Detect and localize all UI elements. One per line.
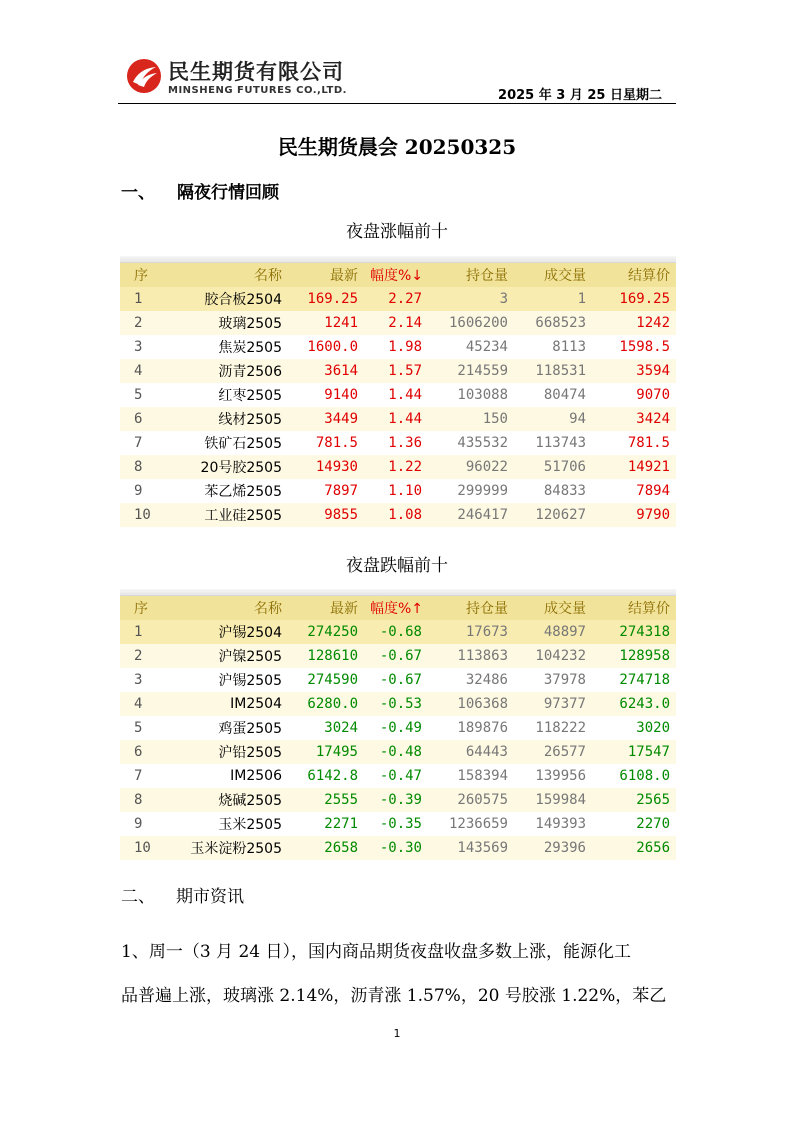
change-percent: 1.08 [388,507,422,523]
open-interest: 260575 [457,792,508,808]
column-header[interactable]: 成交量 [544,601,586,617]
change-percent: 1.44 [388,411,422,427]
open-interest: 214559 [457,363,508,379]
volume: 104232 [535,648,586,664]
contract-name: 烧碱2505 [218,793,282,809]
column-header[interactable]: 名称 [254,268,282,284]
settlement-price: 2270 [636,816,670,832]
open-interest: 189876 [457,720,508,736]
gainers-table [120,256,676,527]
table-row[interactable] [120,383,676,407]
change-percent: -0.35 [379,816,422,832]
settlement-price: 9790 [636,507,670,523]
table-row[interactable] [120,455,676,479]
contract-name: 红枣2505 [218,388,282,404]
latest-price: 9855 [324,507,358,523]
section-number: 一、 [121,183,155,203]
volume: 139956 [535,768,586,784]
settlement-price: 6108.0 [619,768,670,784]
settlement-price: 17547 [627,744,670,760]
column-header[interactable]: 序 [134,601,148,617]
settlement-price: 1598.5 [619,339,670,355]
column-header[interactable]: 幅度%↓ [370,268,424,284]
table-row[interactable] [120,620,676,644]
contract-name: 沪镍2505 [218,649,282,665]
change-percent: -0.47 [379,768,422,784]
change-percent: -0.39 [379,792,422,808]
section-title: 期市资讯 [176,887,244,907]
latest-price: 7897 [324,483,358,499]
settlement-price: 128958 [619,648,670,664]
row-index: 9 [134,483,143,499]
contract-name: 玻璃2505 [218,316,282,332]
latest-price: 14930 [315,459,358,475]
settlement-price: 9070 [636,387,670,403]
open-interest: 246417 [457,507,508,523]
change-percent: 1.10 [388,483,422,499]
settlement-price: 2565 [636,792,670,808]
volume: 113743 [535,435,586,451]
settlement-price: 14921 [627,459,670,475]
change-percent: -0.67 [379,648,422,664]
open-interest: 96022 [465,459,508,475]
volume: 97377 [543,696,586,712]
open-interest: 1606200 [448,315,508,331]
latest-price: 3449 [324,411,358,427]
column-header[interactable]: 名称 [254,601,282,617]
row-index: 5 [134,720,143,736]
latest-price: 2555 [324,792,358,808]
latest-price: 274590 [307,672,358,688]
company-name-en: MINSHENG FUTURES CO.,LTD. [168,85,347,96]
open-interest: 435532 [457,435,508,451]
header-divider [118,103,676,104]
column-header[interactable]: 结算价 [628,601,670,617]
change-percent: 1.22 [388,459,422,475]
volume: 159984 [535,792,586,808]
change-percent: -0.67 [379,672,422,688]
table-header-row [120,596,676,620]
column-header[interactable]: 最新 [330,601,358,617]
row-index: 9 [134,816,143,832]
contract-name: IM2506 [230,768,282,784]
contract-name: 铁矿石2505 [204,436,282,452]
settlement-price: 3424 [636,411,670,427]
volume: 668523 [535,315,586,331]
row-index: 1 [134,291,143,307]
row-index: 3 [134,339,143,355]
change-percent: -0.53 [379,696,422,712]
latest-price: 2271 [324,816,358,832]
latest-price: 781.5 [315,435,358,451]
losers-table [120,589,676,860]
settlement-price: 2656 [636,840,670,856]
latest-price: 1600.0 [307,339,358,355]
settlement-price: 3594 [636,363,670,379]
settlement-price: 1242 [636,315,670,331]
open-interest: 1236659 [448,816,508,832]
contract-name: 玉米2505 [218,817,282,833]
open-interest: 3 [499,291,508,307]
open-interest: 158394 [457,768,508,784]
table-row[interactable] [120,836,676,860]
row-index: 2 [134,315,143,331]
paragraph-line: 品普遍上涨，玻璃涨 2.14%，沥青涨 1.57%，20 号胶涨 1.22%，苯乙 [121,986,667,1006]
table-row[interactable] [120,788,676,812]
table-row[interactable] [120,479,676,503]
row-index: 10 [134,507,151,523]
contract-name: IM2504 [230,696,282,712]
change-percent: -0.49 [379,720,422,736]
open-interest: 17673 [465,624,508,640]
row-index: 3 [134,672,143,688]
company-name-cn: 民生期货有限公司 [168,60,344,84]
table-row[interactable] [120,716,676,740]
volume: 118531 [535,363,586,379]
table-row[interactable] [120,740,676,764]
change-percent: 1.44 [388,387,422,403]
settlement-price: 7894 [636,483,670,499]
table-row[interactable] [120,335,676,359]
row-index: 10 [134,840,151,856]
settlement-price: 169.25 [619,291,670,307]
open-interest: 113863 [457,648,508,664]
volume: 37978 [543,672,586,688]
latest-price: 17495 [315,744,358,760]
row-index: 8 [134,792,143,808]
row-index: 7 [134,768,143,784]
change-percent: -0.68 [379,624,422,640]
latest-price: 3024 [324,720,358,736]
latest-price: 169.25 [307,291,358,307]
contract-name: 沪铅2505 [218,745,282,761]
losers-caption: 夜盘跌幅前十 [346,556,448,576]
latest-price: 6280.0 [307,696,358,712]
change-percent: 2.27 [388,291,422,307]
table-header-row [120,263,676,287]
row-index: 8 [134,459,143,475]
change-percent: 2.14 [388,315,422,331]
row-index: 5 [134,387,143,403]
change-percent: 1.57 [388,363,422,379]
table-row[interactable] [120,287,676,311]
minsheng-logo-icon [126,58,162,94]
section-heading-1 [121,178,279,203]
open-interest: 299999 [457,483,508,499]
contract-name: 鸡蛋2505 [218,721,282,737]
table-row[interactable] [120,431,676,455]
open-interest: 103088 [457,387,508,403]
contract-name: 线材2505 [218,412,282,428]
latest-price: 6142.8 [307,768,358,784]
change-percent: 1.36 [388,435,422,451]
header-date: 2025 年 3 月 25 日星期二 [498,88,662,103]
row-index: 4 [134,696,143,712]
change-percent: -0.30 [379,840,422,856]
section-number: 二、 [121,887,155,907]
row-index: 7 [134,435,143,451]
contract-name: 玉米淀粉2505 [190,841,282,857]
column-header[interactable]: 持仓量 [466,268,508,284]
change-percent: -0.48 [379,744,422,760]
row-index: 2 [134,648,143,664]
contract-name: 沥青2506 [218,364,282,380]
contract-name: 20号胶2505 [200,460,282,476]
column-header[interactable]: 序 [134,268,148,284]
row-index: 6 [134,411,143,427]
table-row[interactable] [120,311,676,335]
volume: 149393 [535,816,586,832]
table-row[interactable] [120,812,676,836]
open-interest: 64443 [465,744,508,760]
table-row[interactable] [120,692,676,716]
contract-name: 胶合板2504 [204,292,282,308]
table-row[interactable] [120,764,676,788]
row-index: 4 [134,363,143,379]
column-header[interactable]: 最新 [330,268,358,284]
column-header[interactable]: 幅度%↑ [370,601,424,617]
table-row[interactable] [120,644,676,668]
contract-name: 工业硅2505 [204,508,282,524]
latest-price: 9140 [324,387,358,403]
document-title: 民生期货晨会 20250325 [277,135,517,159]
table-toolbar-strip [120,256,676,263]
row-index: 1 [134,624,143,640]
volume: 80474 [543,387,586,403]
contract-name: 沪锡2504 [218,625,282,641]
settlement-price: 781.5 [627,435,670,451]
latest-price: 128610 [307,648,358,664]
settlement-price: 6243.0 [619,696,670,712]
section-title: 隔夜行情回顾 [177,183,279,203]
volume: 84833 [543,483,586,499]
settlement-price: 274318 [619,624,670,640]
latest-price: 274250 [307,624,358,640]
table-row[interactable] [120,668,676,692]
open-interest: 45234 [465,339,508,355]
volume: 26577 [543,744,586,760]
volume: 51706 [543,459,586,475]
column-header[interactable]: 持仓量 [466,601,508,617]
table-row[interactable] [120,359,676,383]
open-interest: 150 [482,411,508,427]
gainers-caption: 夜盘涨幅前十 [346,222,448,242]
contract-name: 沪锡2505 [218,673,282,689]
volume: 29396 [543,840,586,856]
page-number: 1 [393,1027,401,1040]
settlement-price: 3020 [636,720,670,736]
row-index: 6 [134,744,143,760]
latest-price: 2658 [324,840,358,856]
table-row[interactable] [120,503,676,527]
volume: 120627 [535,507,586,523]
contract-name: 苯乙烯2505 [204,484,282,500]
change-percent: 1.98 [388,339,422,355]
volume: 118222 [535,720,586,736]
volume: 1 [577,291,586,307]
column-header[interactable]: 结算价 [628,268,670,284]
open-interest: 106368 [457,696,508,712]
column-header[interactable]: 成交量 [544,268,586,284]
paragraph-line: 1、周一（3 月 24 日），国内商品期货夜盘收盘多数上涨，能源化工 [121,942,631,962]
settlement-price: 274718 [619,672,670,688]
volume: 48897 [543,624,586,640]
company-logo [126,56,366,100]
open-interest: 32486 [465,672,508,688]
open-interest: 143569 [457,840,508,856]
table-toolbar-strip [120,589,676,596]
news-paragraph [121,930,681,1018]
latest-price: 3614 [324,363,358,379]
volume: 94 [569,411,586,427]
volume: 8113 [552,339,586,355]
latest-price: 1241 [324,315,358,331]
contract-name: 焦炭2505 [218,340,282,356]
table-row[interactable] [120,407,676,431]
section-heading-2 [121,882,244,907]
